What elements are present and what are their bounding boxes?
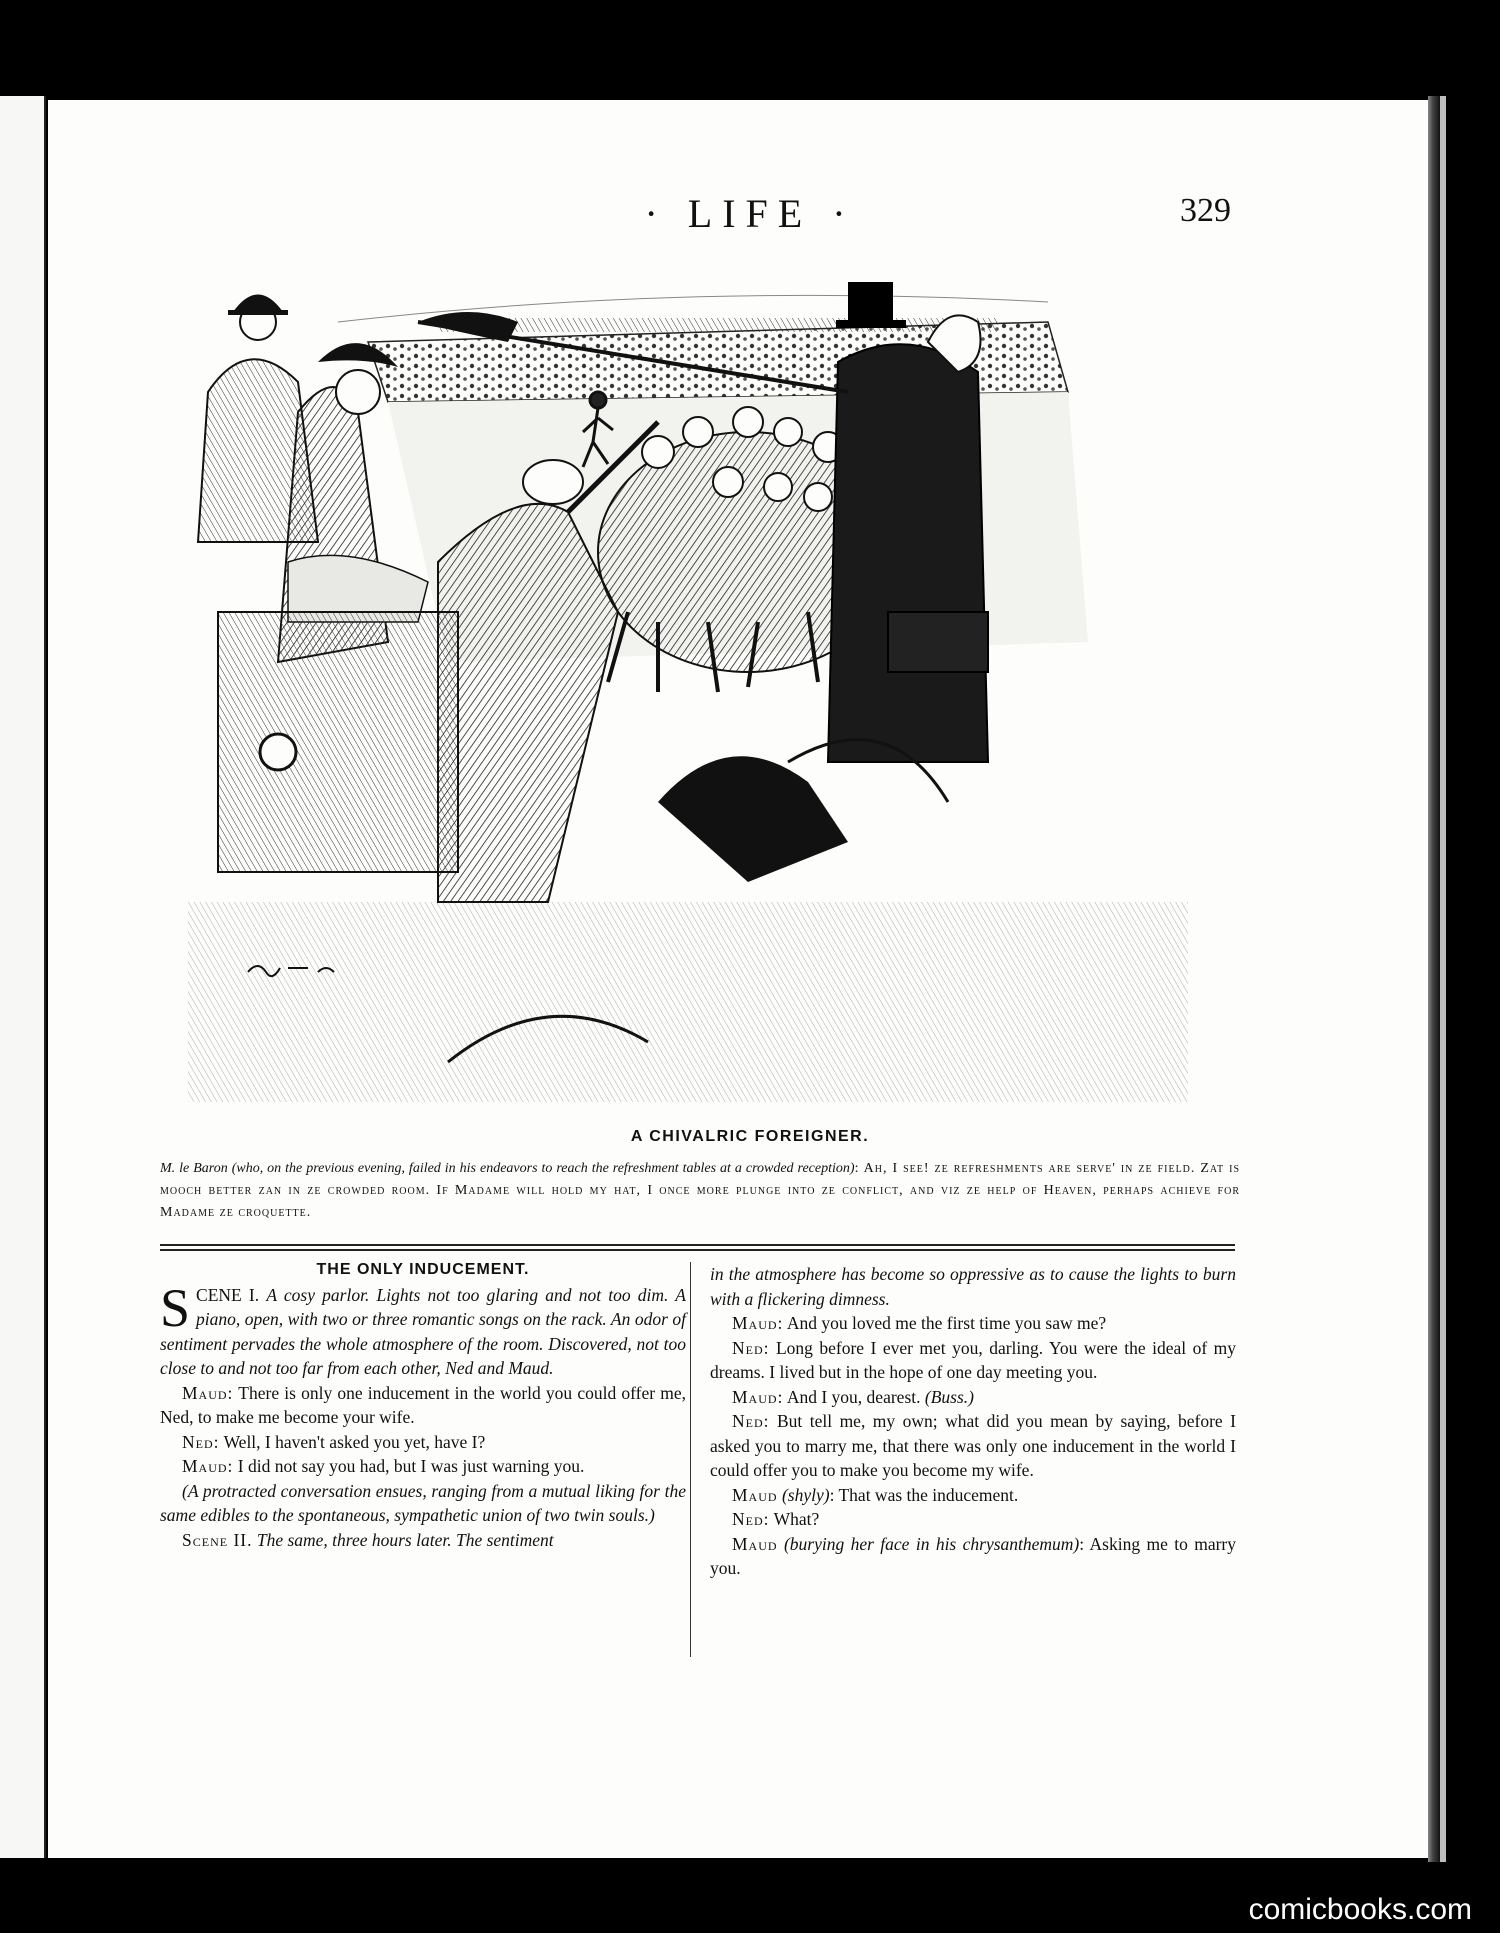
drop-cap: S [160,1277,191,1338]
dialogue-line [710,1507,1236,1532]
cartoon-illustration [188,282,1188,1102]
story-title: THE ONLY INDUCEMENT. [316,1261,530,1278]
line-text: And you loved me the first time you saw me? [786,1313,1107,1333]
scene2-direction: The same, three hours later. The sentiment [256,1529,554,1550]
line-text: Well, I haven't asked you yet, have I? [223,1431,486,1452]
speaker-maud: Maud: [182,1382,234,1403]
dialogue-line [710,1385,1236,1410]
speaker-maud: Maud [732,1484,778,1505]
speaker-maud: Maud: [732,1386,784,1407]
line-text: What? [773,1509,820,1529]
scene2-paragraph [160,1528,686,1553]
caption-stage-note: (who, on the previous evening, failed in his endeavors to reach the refreshment tables at a crowded reception) [231,1161,855,1176]
caption-speech: : Ah, I see! ze refreshments are serve' in ze field. Zat is mooch better zan in ze crowded room. If Madame will hold my hat, I once more plunge into ze conflict, and viz ze help of Heaven, perhaps achieve for Madame ze croquette. [160,1161,1241,1220]
line-text: I did not say you had, but I was just warning you. [237,1456,585,1476]
scene1-direction: A cosy parlor. Lights not too glaring and not too dim. A piano, open, with two or three romantic songs on the rack. An odor of sentiment pervades the whole atmosphere of the room. Discovered, not too close to and not too far from each other, Ned and Maud. [160,1284,686,1378]
speaker-maud: Maud: [182,1456,234,1476]
speaker-ned: Ned: [732,1337,770,1358]
speaker-ned: Ned: [732,1411,770,1431]
cartoon-caption [160,1158,1240,1224]
stage-direction: (A protracted conversation ensues, ranging from a mutual liking for the same edibles to the spontaneous, sympathetic union of two twin souls.) [160,1480,686,1525]
dialogue-line [160,1381,686,1430]
watermark: comicbooks.com [1248,1893,1472,1926]
page-gutter-shadow [1428,96,1440,1862]
story-right-column [710,1262,1236,1581]
dialogue-line [710,1336,1236,1385]
dialogue-line [160,1430,686,1455]
line-text: : That was the inducement. [829,1484,1019,1505]
page-number: 329 [1180,192,1231,229]
line-text: But tell me, my own; what did you mean by saying, before I asked you to marry me, that there was only one inducement in the world I could offer you to make you become my wife. [710,1411,1237,1480]
speaker-maud: Maud: [732,1313,784,1333]
scene1-label: CENE I. [196,1284,260,1305]
scene2-label: Scene II. [182,1529,253,1550]
speaker-ned: Ned: [182,1431,220,1452]
stage-direction: (burying her face in his chrysanthemum) [783,1533,1080,1554]
section-rule-bottom [160,1249,1235,1251]
line-text: And I you, dearest. [786,1386,921,1407]
masthead: · LIFE · [644,191,856,236]
page-stack-edge [1440,96,1446,1862]
facing-page-edge [0,96,46,1858]
caption-speaker: M. le Baron [160,1161,228,1176]
section-rule-top [160,1244,1235,1246]
column-divider [690,1262,691,1657]
line-text: : Asking me to marry you. [710,1533,1237,1578]
speaker-maud: Maud [732,1533,778,1554]
speaker-ned: Ned: [732,1509,770,1529]
stage-direction: (shyly) [781,1484,830,1505]
line-text: There is only one inducement in the world you could offer me, Ned, to make me become your wife. [160,1382,686,1427]
dialogue-line [710,1532,1236,1581]
dialogue-line [160,1454,686,1479]
dialogue-line [710,1483,1236,1508]
dialogue-line [710,1409,1236,1483]
story-left-column [160,1258,686,1552]
line-text: Long before I ever met you, darling. You were the ideal of my dreams. I lived but in the hope of one day meeting you. [710,1337,1236,1382]
stage-direction: (Buss.) [924,1386,974,1407]
scene1-paragraph [160,1277,686,1381]
cartoon-title: A CHIVALRIC FOREIGNER. [630,1128,870,1145]
dialogue-line [710,1311,1236,1336]
scene2-direction-continued: in the atmosphere has become so oppressive as to cause the lights to burn with a flickering dimness. [710,1264,1236,1309]
